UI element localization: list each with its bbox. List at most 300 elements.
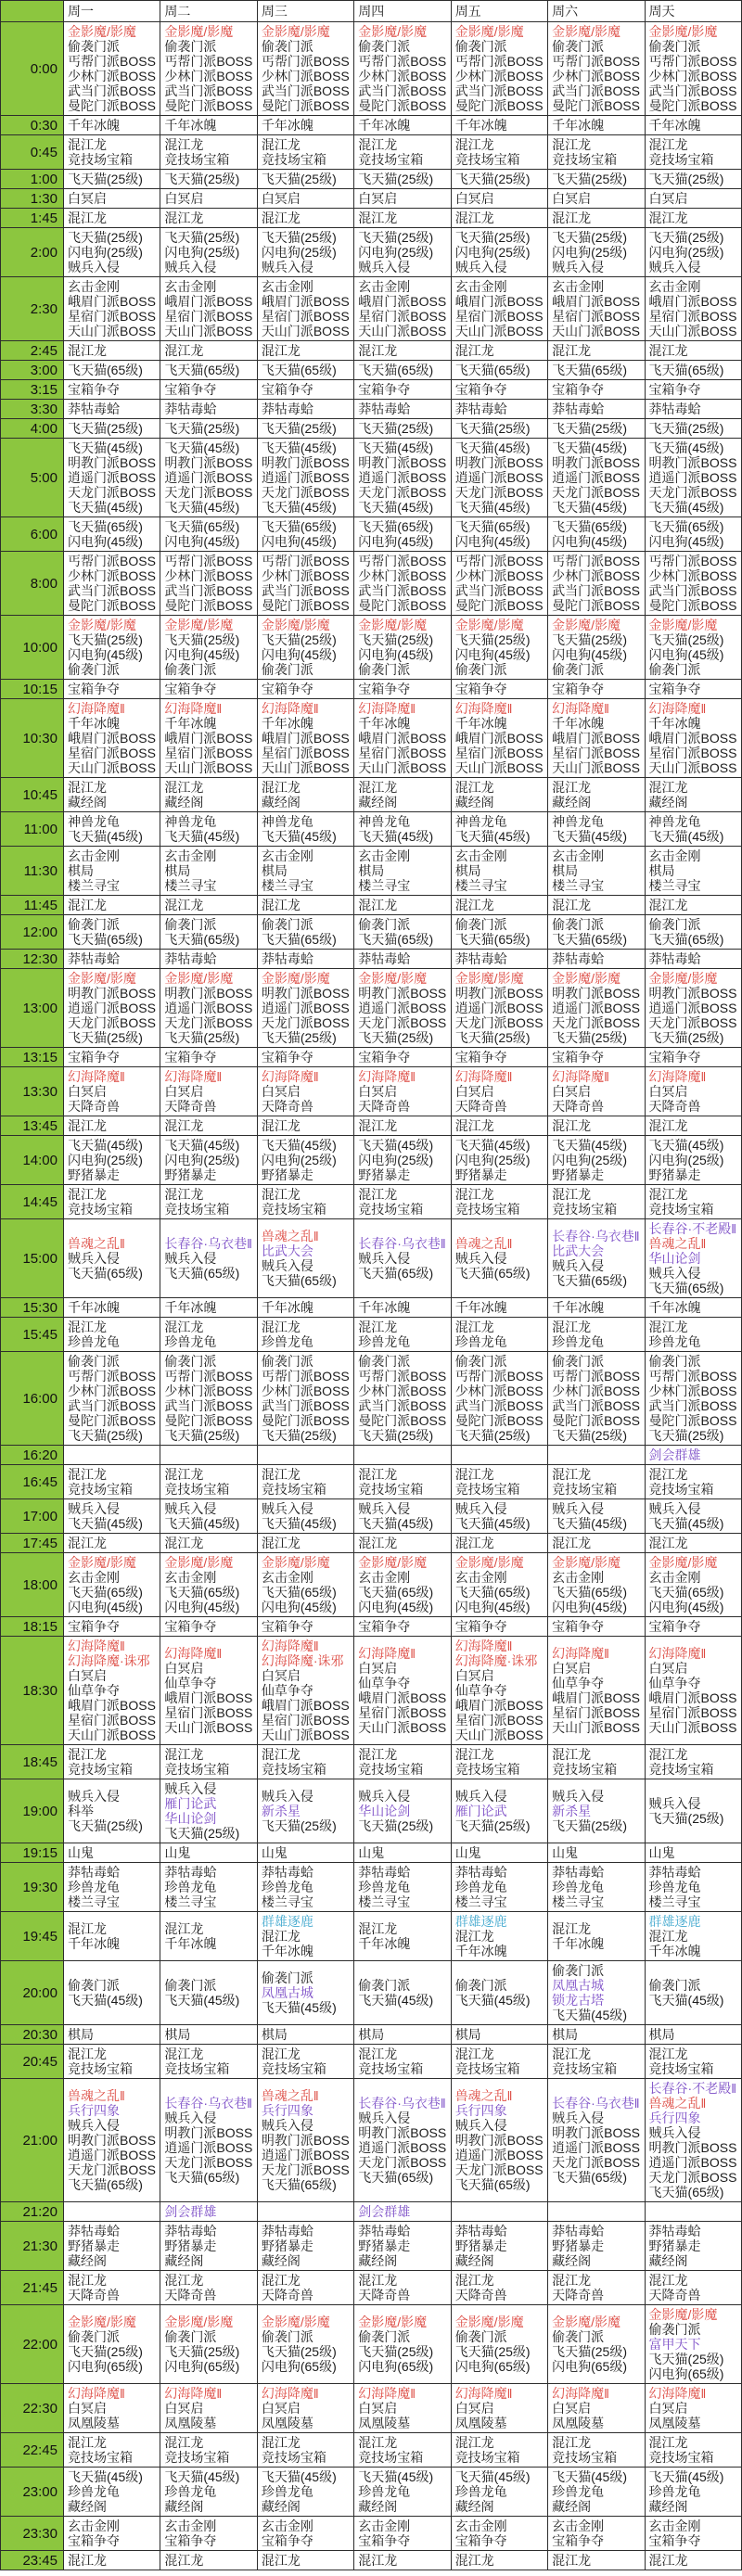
event-cell — [64, 1553, 160, 1617]
event-cell — [548, 135, 645, 170]
event-label: 混江龙 — [68, 1187, 107, 1202]
event-cell — [451, 22, 547, 116]
event-cell — [160, 2045, 257, 2079]
event-cell — [64, 1048, 160, 1067]
event-label: 混江龙 — [358, 1921, 398, 1936]
time-cell: 3:00 — [1, 361, 64, 380]
event-label: 混江龙 — [164, 1921, 204, 1936]
event-label: 野猪暴走 — [454, 1167, 507, 1182]
time-cell: 14:45 — [1, 1185, 64, 1219]
schedule-row — [1, 116, 742, 135]
event-label: 莽牯毒蛤 — [68, 402, 120, 416]
event-label: 金影魔/影魔 — [454, 971, 524, 986]
event-label: 混江龙 — [358, 780, 398, 795]
event-label: 混江龙 — [164, 2435, 204, 2450]
event-label: 飞天猫(45级) — [454, 829, 531, 844]
event-label: 飞天猫(25级) — [261, 1030, 337, 1045]
event-label: 混江龙 — [552, 210, 592, 225]
event-label: 飞天猫(25级) — [454, 172, 531, 186]
event-label: 天降奇兽 — [358, 1099, 411, 1114]
event-label: 混江龙 — [454, 210, 494, 225]
event-label: 贼兵入侵 — [552, 1789, 605, 1804]
event-cell — [354, 1499, 451, 1534]
event-cell — [257, 277, 353, 341]
event-cell — [548, 1637, 645, 1745]
event-label: 新杀星 — [261, 1804, 301, 1818]
schedule-row — [1, 189, 742, 209]
time-cell: 2:30 — [1, 277, 64, 341]
event-cell — [354, 1298, 451, 1318]
event-label: 逍遥门派BOSS — [454, 470, 544, 485]
time-cell: 1:30 — [1, 189, 64, 209]
event-label: 偷袭门派 — [454, 917, 507, 932]
event-label: 珍兽龙龟 — [454, 1334, 507, 1349]
event-label: 金影魔/影魔 — [648, 618, 718, 632]
time-cell: 18:15 — [1, 1617, 64, 1637]
event-label: 飞天猫(45级) — [164, 1516, 240, 1531]
event-label: 飞天猫(45级) — [454, 500, 531, 515]
event-label: 长春谷·乌衣巷‖ — [358, 1236, 446, 1251]
event-cell — [451, 1116, 547, 1136]
event-label: 金影魔/影魔 — [261, 24, 330, 39]
event-label: 峨眉门派BOSS — [68, 1698, 156, 1713]
event-label: 珍兽龙龟 — [648, 1880, 701, 1894]
event-label: 贼兵入侵 — [552, 1258, 605, 1273]
event-label: 混江龙 — [164, 1118, 204, 1133]
event-label: 飞天猫(65级) — [454, 932, 531, 947]
event-label: 星宿门派BOSS — [68, 309, 156, 324]
event-label: 逍遥门派BOSS — [68, 470, 156, 485]
time-cell: 12:30 — [1, 950, 64, 969]
event-cell — [645, 1637, 741, 1745]
event-label: 天降奇兽 — [454, 2288, 507, 2302]
event-label: 混江龙 — [261, 1118, 301, 1133]
event-label: 宝箱争夺 — [552, 1050, 605, 1065]
event-label: 幻海降魔‖ — [358, 1646, 416, 1661]
event-cell — [645, 896, 741, 915]
event-label: 科举 — [68, 1804, 94, 1818]
event-label: 飞天猫(25级) — [261, 1428, 337, 1443]
event-label: 玄击金刚 — [552, 1570, 605, 1585]
event-label: 贼兵入侵 — [68, 1251, 120, 1266]
event-cell — [257, 1136, 353, 1185]
event-label: 白冥启 — [552, 1661, 592, 1676]
event-label: 飞天猫(45级) — [68, 829, 143, 844]
event-label: 明教门派BOSS — [358, 986, 447, 1001]
event-cell — [548, 2384, 645, 2433]
event-cell — [354, 1185, 451, 1219]
event-cell — [257, 1048, 353, 1067]
event-label: 曼陀门派BOSS — [358, 598, 447, 613]
event-cell — [64, 950, 160, 969]
event-label: 幻海降魔‖ — [552, 1646, 609, 1661]
event-cell — [160, 1534, 257, 1553]
event-label: 神兽龙龟 — [68, 814, 120, 829]
event-cell — [160, 2271, 257, 2305]
event-label: 莽牯毒蛤 — [648, 402, 701, 416]
event-cell — [451, 2433, 547, 2468]
event-label: 飞天猫(65级) — [358, 1585, 434, 1600]
event-cell — [451, 1617, 547, 1637]
event-label: 飞天猫(25级) — [68, 1818, 143, 1833]
event-cell — [160, 699, 257, 778]
event-label: 天龙门派BOSS — [164, 2155, 253, 2170]
event-cell — [160, 1219, 257, 1298]
day-header-7: 周天 — [645, 1, 741, 22]
event-label: 天山门派BOSS — [454, 760, 544, 775]
schedule-row — [1, 1745, 742, 1779]
event-label: 竞技场宝箱 — [358, 1202, 424, 1217]
event-label: 武当门派BOSS — [261, 583, 350, 598]
event-label: 天龙门派BOSS — [261, 485, 350, 500]
event-cell — [354, 1116, 451, 1136]
event-label: 混江龙 — [68, 1747, 107, 1762]
event-cell — [451, 2222, 547, 2271]
event-label: 逍遥门派BOSS — [261, 1001, 350, 1015]
event-label: 宝箱争夺 — [454, 1050, 507, 1065]
event-label: 新杀星 — [552, 1804, 592, 1818]
event-label: 幻海降魔‖ — [68, 2386, 125, 2401]
event-label: 飞天猫(45级) — [68, 1993, 143, 2008]
event-label: 混江龙 — [648, 343, 688, 358]
event-label: 神兽龙龟 — [648, 814, 701, 829]
event-label: 混江龙 — [552, 1320, 592, 1334]
schedule-row — [1, 1219, 742, 1298]
event-label: 闪电狗(45级) — [552, 534, 628, 549]
event-label: 群雄逐鹿 — [261, 1914, 313, 1929]
event-label: 星宿门派BOSS — [454, 309, 544, 324]
event-cell — [451, 1779, 547, 1843]
event-label: 飞天猫(45级) — [261, 1516, 337, 1531]
event-cell — [160, 228, 257, 277]
event-cell — [354, 1863, 451, 1912]
event-cell — [548, 2468, 645, 2517]
event-label: 闪电狗(25级) — [68, 245, 143, 260]
event-cell — [451, 847, 547, 896]
event-label: 宝箱争夺 — [358, 682, 411, 696]
event-label: 飞天猫(65级) — [552, 1585, 628, 1600]
event-label: 群雄逐鹿 — [454, 1914, 507, 1929]
event-label: 天降奇兽 — [68, 1099, 120, 1114]
event-cell — [548, 2222, 645, 2271]
event-label: 飞天猫(65级) — [164, 1585, 240, 1600]
event-cell — [645, 2222, 741, 2271]
event-label: 野猪暴走 — [648, 2238, 701, 2253]
event-label: 玄击金刚 — [454, 279, 507, 294]
event-cell — [451, 2202, 547, 2222]
event-label: 闪电狗(25级) — [164, 245, 240, 260]
event-label: 飞天猫(25级) — [648, 172, 724, 186]
time-cell: 4:00 — [1, 419, 64, 439]
event-label: 混江龙 — [454, 2273, 494, 2288]
event-label: 混江龙 — [261, 343, 301, 358]
event-label: 幻海降魔‖ — [358, 701, 416, 716]
event-label: 混江龙 — [454, 898, 494, 912]
schedule-row — [1, 517, 742, 552]
event-label: 混江龙 — [261, 898, 301, 912]
event-cell — [160, 1617, 257, 1637]
time-cell: 13:00 — [1, 969, 64, 1048]
event-label: 飞天猫(45级) — [261, 1138, 337, 1153]
event-cell — [64, 277, 160, 341]
event-label: 山鬼 — [261, 1845, 288, 1860]
event-label: 玄击金刚 — [454, 2519, 507, 2533]
event-label: 天山门派BOSS — [358, 324, 447, 338]
event-cell — [645, 1961, 741, 2025]
event-cell — [257, 341, 353, 361]
event-cell — [257, 2305, 353, 2384]
event-label: 玄击金刚 — [261, 1570, 313, 1585]
event-cell — [64, 1617, 160, 1637]
event-label: 白冥启 — [648, 1661, 688, 1676]
event-label: 金影魔/影魔 — [164, 618, 234, 632]
event-label: 飞天猫(25级) — [68, 172, 143, 186]
event-label: 飞天猫(25级) — [358, 632, 434, 647]
event-cell — [645, 1048, 741, 1067]
event-cell — [354, 699, 451, 778]
event-cell — [451, 170, 547, 189]
event-label: 玄击金刚 — [68, 1570, 120, 1585]
event-label: 混江龙 — [552, 1467, 592, 1482]
event-label: 金影魔/影魔 — [358, 971, 428, 986]
event-cell — [257, 116, 353, 135]
event-cell — [64, 2025, 160, 2045]
event-label: 混江龙 — [454, 1118, 494, 1133]
day-header-1: 周一 — [64, 1, 160, 22]
event-label: 玄击金刚 — [552, 848, 605, 863]
event-label: 混江龙 — [552, 780, 592, 795]
event-cell — [160, 170, 257, 189]
event-label: 神兽龙龟 — [454, 814, 507, 829]
event-cell — [548, 380, 645, 400]
event-label: 珍兽龙龟 — [68, 1880, 120, 1894]
schedule-row — [1, 1465, 742, 1499]
time-cell: 18:45 — [1, 1745, 64, 1779]
event-label: 幻海降魔‖ — [454, 2386, 513, 2401]
event-cell — [451, 552, 547, 616]
event-cell — [257, 400, 353, 419]
event-label: 莽牯毒蛤 — [164, 1865, 217, 1880]
event-label: 锁龙古塔 — [552, 1993, 605, 2008]
event-label: 明教门派BOSS — [358, 2125, 447, 2140]
event-label: 白冥启 — [454, 1668, 494, 1683]
event-label: 飞天猫(25级) — [552, 421, 628, 436]
event-cell — [160, 2468, 257, 2517]
event-label: 星宿门派BOSS — [164, 746, 253, 760]
event-label: 混江龙 — [261, 2273, 301, 2288]
event-label: 飞天猫(65级) — [358, 1266, 434, 1281]
event-cell — [160, 2222, 257, 2271]
event-label: 少林门派BOSS — [68, 69, 156, 83]
event-label: 珍兽龙龟 — [454, 1880, 507, 1894]
event-label: 混江龙 — [68, 1118, 107, 1133]
event-label: 飞天猫(65级) — [164, 2170, 240, 2185]
event-cell — [64, 2517, 160, 2551]
event-label: 少林门派BOSS — [68, 568, 156, 583]
event-label: 偷袭门派 — [261, 39, 313, 54]
event-label: 飞天猫(65级) — [358, 519, 434, 534]
event-cell — [548, 2433, 645, 2468]
event-label: 飞天猫(45级) — [164, 1138, 240, 1153]
event-label: 金影魔/影魔 — [261, 971, 330, 986]
event-label: 宝箱争夺 — [68, 682, 120, 696]
event-cell — [354, 680, 451, 699]
event-cell — [257, 1116, 353, 1136]
corner-cell — [1, 1, 64, 22]
event-label: 楼兰寻宝 — [552, 878, 605, 893]
schedule-row — [1, 2271, 742, 2305]
event-cell — [354, 1912, 451, 1961]
event-label: 飞天猫(25级) — [358, 1428, 434, 1443]
event-label: 丐帮门派BOSS — [358, 54, 447, 69]
event-cell — [160, 2551, 257, 2570]
event-label: 长春谷·不老殿‖ — [648, 2081, 736, 2096]
event-label: 星宿门派BOSS — [164, 309, 253, 324]
schedule-row — [1, 950, 742, 969]
event-label: 曼陀门派BOSS — [68, 1413, 156, 1428]
event-cell — [64, 2551, 160, 2570]
event-label: 闪电狗(45级) — [648, 1600, 724, 1614]
event-label: 明教门派BOSS — [648, 986, 737, 1001]
event-label: 金影魔/影魔 — [552, 971, 620, 986]
event-label: 明教门派BOSS — [648, 455, 737, 470]
event-label: 峨眉门派BOSS — [358, 1690, 447, 1705]
event-cell — [354, 552, 451, 616]
event-cell — [451, 1136, 547, 1185]
time-cell: 2:45 — [1, 341, 64, 361]
event-label: 千年冰魄 — [454, 716, 507, 731]
event-cell — [354, 419, 451, 439]
event-label: 闪电狗(25级) — [454, 245, 531, 260]
event-label: 逍遥门派BOSS — [552, 1001, 641, 1015]
event-label: 混江龙 — [164, 780, 204, 795]
event-cell — [257, 1553, 353, 1617]
event-label: 幻海降魔‖ — [552, 2386, 609, 2401]
event-label: 闪电狗(25级) — [648, 1153, 724, 1167]
event-cell — [451, 2305, 547, 2384]
event-label: 飞天猫(65级) — [261, 1273, 337, 1288]
event-label: 野猪暴走 — [164, 2238, 217, 2253]
event-label: 宝箱争夺 — [552, 1619, 605, 1634]
event-label: 丐帮门派BOSS — [68, 54, 156, 69]
event-label: 莽牯毒蛤 — [552, 2224, 605, 2238]
event-label: 偷袭门派 — [358, 1978, 411, 1993]
event-cell — [548, 116, 645, 135]
event-label: 天降奇兽 — [648, 1099, 701, 1114]
event-label: 混江龙 — [261, 2435, 301, 2450]
event-label: 幻海降魔‖ — [648, 1069, 707, 1084]
event-label: 金影魔/影魔 — [648, 971, 718, 986]
event-label: 明教门派BOSS — [358, 455, 447, 470]
event-label: 混江龙 — [552, 343, 592, 358]
event-label: 少林门派BOSS — [164, 69, 253, 83]
event-cell — [257, 2271, 353, 2305]
event-label: 逍遥门派BOSS — [648, 470, 737, 485]
event-label: 幻海降魔‖ — [68, 701, 125, 716]
time-cell: 20:30 — [1, 2025, 64, 2045]
event-label: 竞技场宝箱 — [648, 1482, 714, 1497]
event-label: 竞技场宝箱 — [261, 152, 326, 167]
event-label: 飞天猫(25级) — [68, 421, 143, 436]
event-label: 曼陀门派BOSS — [68, 598, 156, 613]
event-label: 金影魔/影魔 — [164, 24, 234, 39]
event-label: 竞技场宝箱 — [164, 2450, 230, 2465]
event-label: 飞天猫(45级) — [261, 829, 337, 844]
event-label: 偷袭门派 — [68, 662, 120, 677]
event-label: 天山门派BOSS — [648, 1720, 737, 1735]
event-label: 神兽龙龟 — [358, 814, 411, 829]
event-label: 白冥启 — [68, 1668, 107, 1683]
event-label: 宝箱争夺 — [68, 2533, 120, 2548]
event-label: 飞天猫(65级) — [261, 519, 337, 534]
event-cell — [257, 439, 353, 517]
event-label: 飞天猫(65级) — [164, 363, 240, 377]
event-cell — [451, 277, 547, 341]
event-cell — [160, 341, 257, 361]
schedule-row — [1, 1318, 742, 1352]
event-label: 长春谷·乌衣巷‖ — [552, 1229, 640, 1243]
event-label: 闪电狗(45级) — [358, 1600, 434, 1614]
event-cell — [64, 209, 160, 228]
event-cell — [354, 439, 451, 517]
event-label: 飞天猫(65级) — [648, 932, 724, 947]
event-label: 玄击金刚 — [648, 279, 701, 294]
event-cell — [451, 1352, 547, 1446]
event-label: 飞天猫(25级) — [648, 1811, 724, 1826]
event-label: 混江龙 — [358, 2553, 398, 2568]
event-label: 闪电狗(65级) — [552, 2359, 628, 2374]
event-cell — [548, 1048, 645, 1067]
event-label: 宝箱争夺 — [164, 1619, 217, 1634]
event-label: 楼兰寻宝 — [358, 878, 411, 893]
event-label: 天山门派BOSS — [454, 324, 544, 338]
event-label: 藏经阁 — [454, 2499, 494, 2514]
event-label: 混江龙 — [358, 1747, 398, 1762]
event-cell — [451, 2271, 547, 2305]
event-label: 贼兵入侵 — [164, 260, 217, 274]
event-cell — [548, 361, 645, 380]
event-label: 幻海降魔‖ — [164, 1069, 223, 1084]
event-label: 天龙门派BOSS — [68, 1015, 156, 1030]
event-label: 天降奇兽 — [164, 1099, 217, 1114]
schedule-row — [1, 969, 742, 1048]
event-label: 莽牯毒蛤 — [164, 951, 217, 966]
event-label: 明教门派BOSS — [454, 986, 544, 1001]
event-cell — [257, 778, 353, 812]
event-cell — [451, 2079, 547, 2202]
event-label: 闪电狗(45级) — [68, 1600, 143, 1614]
event-label: 闪电狗(45级) — [454, 534, 531, 549]
event-label: 白冥启 — [648, 2401, 688, 2416]
event-cell — [160, 380, 257, 400]
event-label: 混江龙 — [164, 1536, 204, 1550]
event-label: 幻海降魔‖ — [358, 1069, 416, 1084]
event-label: 曼陀门派BOSS — [358, 1413, 447, 1428]
event-label: 雁门论武 — [454, 1804, 507, 1818]
event-label: 飞天猫(45级) — [358, 1516, 434, 1531]
event-label: 玄击金刚 — [164, 2519, 217, 2533]
event-label: 武当门派BOSS — [68, 583, 156, 598]
event-label: 偷袭门派 — [164, 662, 217, 677]
event-cell — [451, 2025, 547, 2045]
event-label: 曼陀门派BOSS — [648, 1413, 737, 1428]
event-cell — [354, 1048, 451, 1067]
event-label: 飞天猫(45级) — [164, 2469, 240, 2484]
event-label: 宝箱争夺 — [261, 382, 313, 397]
event-label: 峨眉门派BOSS — [164, 294, 253, 309]
event-label: 混江龙 — [552, 1118, 592, 1133]
event-label: 天山门派BOSS — [164, 324, 253, 338]
